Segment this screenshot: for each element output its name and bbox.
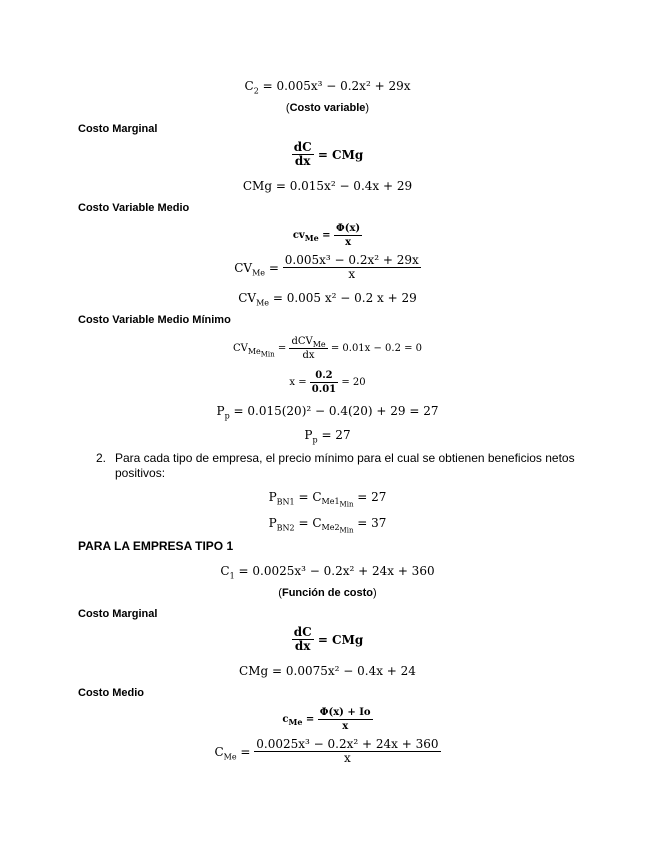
fraction-numerator: 0.005x³ − 0.2x² + 29x — [284, 253, 419, 267]
fraction-numerator: 0.0025x³ − 0.2x² + 24x + 360 — [256, 737, 439, 751]
eq-pbn1-rhs: = 27 — [357, 490, 387, 504]
heading-costo-medio: Costo Medio — [78, 687, 144, 699]
eq-pbn2-mid: = C — [298, 516, 322, 530]
fraction-numerator: dC — [293, 625, 312, 639]
eq-cme-def-equals: = — [305, 713, 315, 725]
eq-cvme-simpl-lhs: CV — [238, 291, 257, 305]
label-funcion-costo — [0, 587, 655, 600]
eq-c2-rhs: = 0.005x³ − 0.2x² + 29x — [262, 79, 411, 93]
fraction-cvme-def — [334, 222, 362, 249]
eq-c2-lhs: C — [244, 79, 254, 93]
eq-pbn2-mid-subsub: Min — [339, 526, 354, 535]
eq-cvme-def-equals: = — [322, 229, 331, 241]
eq-pbn1-lhs: P — [268, 490, 277, 504]
fraction-denominator: x — [348, 267, 356, 281]
eq-pp-calc-rhs: = 0.015(20)² − 0.4(20) + 29 = 27 — [233, 404, 439, 418]
eq-pbn1-lhs-sub: BN1 — [276, 497, 295, 507]
fraction-numerator — [289, 335, 327, 349]
equation-dcdx-2 — [0, 626, 655, 653]
eq-c1-lhs: C — [220, 564, 230, 578]
equation-c1 — [0, 564, 655, 581]
paren-close: ) — [365, 102, 370, 114]
eq-cme-frac-lhs-text: C — [214, 744, 224, 759]
eq-cvme-frac-equals: = — [268, 260, 279, 275]
eq-cme-def-lhs — [282, 713, 302, 727]
eq-cvme-min-lhs-text: CV — [232, 342, 248, 354]
eq-cvme-simpl-rhs: = 0.005 x² − 0.2 x + 29 — [272, 291, 417, 305]
eq-c1-rhs: = 0.0025x³ − 0.2x² + 24x + 360 — [238, 564, 435, 578]
eq-cvme-def-lhs-sub: Me — [304, 232, 319, 243]
eq-pp-lhs: P — [304, 428, 313, 442]
fraction-denominator: x — [342, 721, 349, 732]
eq-pp-sub: p — [312, 435, 318, 445]
eq-pbn1-mid-subsub: Min — [339, 500, 354, 509]
list-item-text: Para cada tipo de empresa, el precio mínimo para el cual se obtienen beneficios netos positivos: — [115, 451, 575, 480]
eq-pbn1-mid-sub: Me1 — [321, 497, 340, 507]
heading-costo-variable-medio: Costo Variable Medio — [78, 202, 190, 214]
eq-cme-frac-lhs — [214, 745, 236, 759]
equation-c2 — [0, 79, 655, 96]
eq-cvme-frac-lhs-sub: Me — [252, 267, 266, 277]
equation-cmg-2: CMg = 0.0075x² − 0.4x + 24 — [239, 664, 416, 678]
eq-pbn2-mid-sub: Me2 — [321, 523, 340, 533]
list-item-number: 2. — [96, 451, 107, 465]
heading-costo-marginal-1: Costo Marginal — [78, 123, 158, 135]
eq-cvme-def-lhs — [293, 229, 319, 243]
eq-c1-sub: 1 — [229, 571, 235, 581]
eq-dcdx-2-rhs: = CMg — [317, 632, 364, 647]
eq-cme-def-lhs-text: c — [282, 713, 289, 725]
fraction-denominator: dx — [294, 154, 311, 168]
equation-cvme-min — [0, 335, 655, 362]
paren-close: ) — [373, 587, 377, 599]
eq-pp-calc-lhs: P — [216, 404, 225, 418]
eq-pbn2-lhs-sub: BN2 — [276, 523, 295, 533]
heading-costo-marginal-2: Costo Marginal — [78, 608, 158, 620]
eq-dcdx-1-rhs: = CMg — [317, 147, 364, 162]
fraction-denominator: dx — [294, 639, 311, 653]
eq-pbn2-rhs: = 37 — [357, 516, 387, 530]
label-funcion-costo-text: Función de costo — [281, 587, 374, 599]
heading-empresa-tipo-1: PARA LA EMPRESA TIPO 1 — [78, 539, 234, 553]
fraction-cme-frac — [254, 738, 440, 765]
eq-cvme-def-lhs-text: cv — [292, 229, 305, 241]
eq-cme-frac-lhs-sub: Me — [223, 751, 237, 761]
eq-cvme-min-rhs: = 0.01x − 0.2 = 0 — [330, 342, 423, 354]
equation-dcdx-1 — [0, 141, 655, 168]
fraction-dcdx-1 — [292, 141, 314, 168]
fraction-numerator: Φ(x) + Io — [319, 707, 371, 718]
eq-x-lhs: x = — [289, 376, 307, 388]
fraction-denominator: x — [345, 237, 352, 248]
eq-cvme-min-lhs — [232, 342, 275, 359]
fraction-denominator: x — [344, 751, 351, 765]
paren-open: ( — [285, 102, 290, 114]
eq-pp-rhs: = 27 — [321, 428, 351, 442]
equation-cvme-simplified — [0, 291, 655, 308]
eq-cvme-simpl-sub: Me — [256, 298, 270, 308]
fraction-numerator: Φ(x) — [336, 223, 361, 234]
eq-cme-def-lhs-sub: Me — [288, 716, 303, 727]
eq-cvme-frac-lhs — [234, 261, 265, 275]
equation-cme-frac — [0, 738, 655, 765]
equation-cme-def — [0, 706, 655, 733]
eq-cme-frac-equals: = — [240, 744, 251, 759]
fraction-x — [310, 369, 338, 396]
fraction-numerator: dC — [293, 140, 312, 154]
eq-x-rhs: = 20 — [341, 376, 366, 388]
equation-pbn2 — [0, 516, 655, 535]
label-costo-variable — [0, 102, 655, 115]
fraction-numerator-sub: Me — [312, 340, 326, 349]
equation-cmg-1: CMg = 0.015x² − 0.4x + 29 — [242, 179, 413, 193]
equation-pp-calc — [0, 404, 655, 421]
equation-pbn1 — [0, 490, 655, 509]
eq-cvme-min-lhs-sub: Me — [247, 346, 261, 356]
eq-pp-calc-sub: p — [224, 411, 230, 421]
fraction-cvme-min — [289, 335, 327, 362]
fraction-numerator: 0.2 — [310, 369, 338, 383]
eq-pbn1-mid: = C — [298, 490, 322, 504]
eq-cvme-min-lhs-subsub: Min — [260, 350, 275, 359]
fraction-dcdx-2 — [292, 626, 314, 653]
fraction-cme-def — [318, 706, 373, 733]
eq-cvme-min-equals: = — [277, 342, 287, 354]
fraction-cvme-frac — [283, 254, 421, 281]
eq-cvme-frac-lhs-text: CV — [234, 260, 253, 275]
equation-pp — [0, 428, 655, 445]
fraction-numerator-text: dCV — [291, 336, 313, 347]
equation-x-value — [0, 369, 655, 396]
equation-cvme-def — [0, 222, 655, 249]
heading-cvme-minimo: Costo Variable Medio Mínimo — [78, 314, 231, 326]
fraction-denominator: dx — [302, 350, 315, 361]
label-costo-variable-text: Costo variable — [289, 102, 366, 114]
eq-c2-sub: 2 — [253, 86, 259, 96]
fraction-denominator: 0.01 — [311, 384, 337, 395]
list-item-2 — [96, 451, 586, 483]
equation-cvme-frac — [0, 254, 655, 281]
eq-pbn2-lhs: P — [268, 516, 277, 530]
paren-open: ( — [278, 587, 282, 599]
